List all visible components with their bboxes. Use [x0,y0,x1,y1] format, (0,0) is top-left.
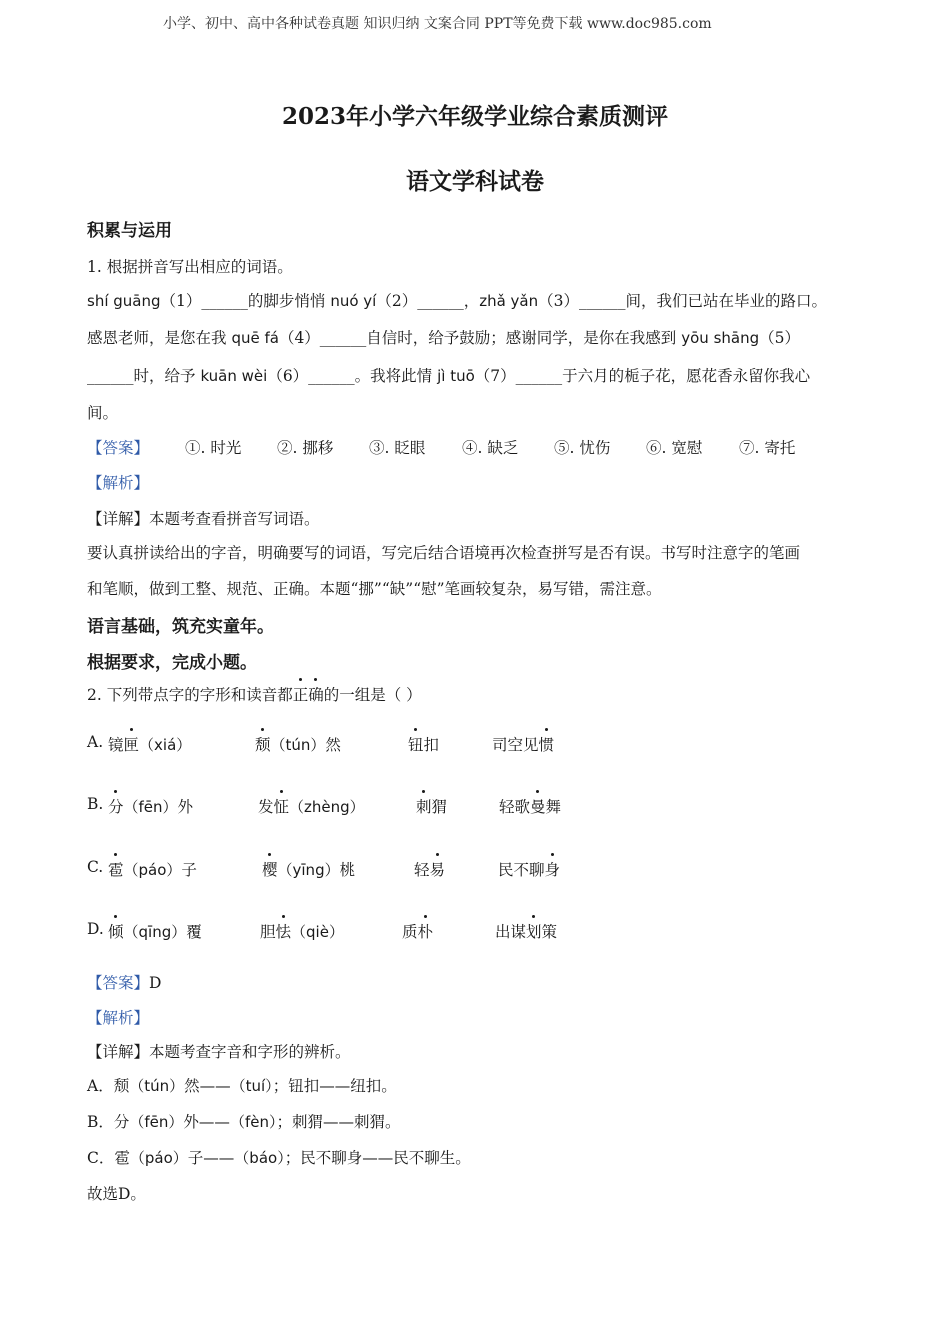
explain-text: 子—— [187,1149,235,1167]
pinyin: （fèn） [229,1113,277,1131]
char: 民不聊 [498,861,545,879]
option-word [258,795,365,817]
q2-text: 的一组是（ ） [323,686,422,704]
char: 舞 [545,798,562,816]
option-c[interactable] [87,858,647,884]
q1-explanation-line2: 和笔顺，做到工整、规范、正确。本题“挪”“缺”“慰”笔画较复杂，易写错，需注意。 [87,580,662,598]
option-label: B. [87,795,104,813]
dotted-char: 易 [430,858,446,880]
char: 外 [177,798,194,816]
q1-text: （4）______自信时，给予鼓励；感谢同学，是你在我感到 [278,329,682,347]
explain-text: ；钮扣——纽扣。 [272,1077,397,1095]
option-word [408,733,439,755]
char: 镜 [108,736,124,754]
pinyin: （yīng） [277,861,340,879]
option-word [108,920,202,942]
pinyin: （qīng） [123,923,187,941]
answer-item: ⑤. 忧伤 [554,439,611,457]
option-word [414,858,445,880]
dotted-char: 正 [293,683,309,705]
char: 策 [541,923,558,941]
page-subtitle: 语文学科试卷 [406,168,544,195]
pinyin: zhǎ yǎn [479,292,539,310]
char: 胆 [260,923,276,941]
q1-text: （3）______间，我们已站在毕业的路口。 [538,292,827,310]
q1-text: （5） [759,329,800,347]
site-header[interactable]: 小学、初中、高中各种试卷真题 知识归纳 文案合同 PPT等免费下载 www.doc985.com [163,16,712,32]
dotted-char: 惯 [539,733,555,755]
answer-item: ⑦. 寄托 [739,439,796,457]
dotted-char: 匣 [124,733,140,755]
pinyin: yōu shāng [681,329,760,347]
q2-text: 2. 下列带点字的字形和读音都 [87,686,293,704]
dotted-char: 怯 [276,920,292,942]
page-title: 2023年小学六年级学业综合素质测评 [281,103,668,130]
pinyin: （qiè） [291,923,344,941]
dotted-char: 确 [308,683,324,705]
pinyin: （tuí） [230,1077,273,1095]
dotted-char: 雹 [108,858,124,880]
explain-text: A．颓 [87,1077,130,1095]
q1-explanation-line1: 要认真拼读给出的字音，明确要写的词语，写完后结合语境再次检查拼写是否有误。书写时注意字的笔画 [87,544,801,562]
q1-line4: 间。 [87,404,119,422]
char: 轻歌 [499,798,531,816]
pinyin: quē fá [231,329,279,347]
dotted-char: 倾 [108,920,124,942]
answer-label: 【答案】 [87,974,150,992]
answer-item: ⑥. 宽慰 [646,439,703,457]
pinyin: （páo） [129,1149,188,1167]
pinyin: （tún） [270,736,326,754]
pinyin: jì tuō [437,367,475,385]
option-a[interactable] [87,733,647,759]
dotted-char: 钮 [408,733,424,755]
char: 轻 [414,861,430,879]
option-word [495,920,557,942]
dotted-char: 樱 [262,858,278,880]
char: 覆 [186,923,202,941]
pinyin: （fēn） [129,1113,184,1131]
char: 发 [258,798,274,816]
option-word [108,858,197,880]
pinyin: （páo） [123,861,182,879]
char: 扣 [423,736,440,754]
q1-line2 [87,326,800,348]
option-word [108,733,191,755]
explain-text: 外—— [183,1113,230,1131]
dotted-char: 怔 [274,795,290,817]
option-word [416,795,447,817]
q1-text: 感恩老师，是您在我 [87,329,232,347]
answer-item: ②. 挪移 [277,439,334,457]
section-heading-instructions: 根据要求，完成小题。 [87,653,257,673]
option-word [108,795,193,817]
pinyin: （báo） [234,1149,285,1167]
answer-item: ④. 缺乏 [462,439,519,457]
answer-item: ①. 时光 [185,439,242,457]
q1-analysis-label: 【解析】 [87,474,150,492]
char: 桃 [339,861,356,879]
q1-line3 [87,364,810,386]
q2-explanation-c [87,1146,471,1168]
q2-explanation-a [87,1074,397,1096]
option-word [499,795,561,817]
section-heading-accumulation: 积累与运用 [87,221,172,241]
dotted-char: 朴 [418,920,434,942]
pinyin: shí guāng [87,292,161,310]
q2-analysis-label: 【解析】 [87,1009,150,1027]
dotted-char: 曼 [530,795,546,817]
option-word [498,858,560,880]
q1-text: ______时，给予 [87,367,201,385]
option-b[interactable] [87,795,647,821]
section-heading-language-basics: 语言基础，筑充实童年。 [87,617,274,637]
q2-detail: 【详解】本题考查字音和字形的辨析。 [87,1043,351,1061]
pinyin: （tún） [129,1077,185,1095]
q1-prompt: 1. 根据拼音写出相应的词语。 [87,258,293,276]
option-word [262,858,355,880]
q1-text: （7）______于六月的栀子花，愿花香永留你我心 [474,367,811,385]
dotted-char: 划 [526,920,542,942]
pinyin: kuān wèi [200,367,268,385]
q2-answer-row [87,971,161,993]
q1-text: （2）______， [376,292,480,310]
char: 出谋 [495,923,527,941]
option-label: D. [87,920,104,938]
char: 猬 [431,798,448,816]
q2-conclusion: 故选D。 [87,1185,146,1203]
option-word [492,733,554,755]
q1-line1 [87,289,827,311]
pinyin: （zhèng） [289,798,365,816]
explain-text: C．雹 [87,1149,130,1167]
explain-text: 然—— [184,1077,231,1095]
dotted-char: 身 [545,858,561,880]
option-label: A. [87,733,104,751]
q2-prompt [87,683,422,705]
option-label: C. [87,858,104,876]
answer-item: ③. 眨眼 [369,439,426,457]
option-word [260,920,344,942]
q1-text: （1）______的脚步悄悄 [160,292,331,310]
option-word [255,733,341,755]
q1-detail: 【详解】本题考查看拼音写词语。 [87,510,320,528]
dotted-char: 分 [108,795,124,817]
q1-text: （6）______。我将此情 [267,367,438,385]
explain-text: ；刺猬——刺猬。 [276,1113,401,1131]
pinyin: （fēn） [123,798,178,816]
option-word [402,920,433,942]
dotted-char: 刺 [416,795,432,817]
pinyin: （xiá） [139,736,192,754]
answer-value: D [149,974,162,992]
pinyin: nuó yí [330,292,377,310]
q2-explanation-b [87,1110,400,1132]
char: 司空见 [492,736,539,754]
char: 子 [181,861,197,879]
answer-label: 【答案】 [87,439,150,457]
option-d[interactable] [87,920,647,946]
explain-text: B．分 [87,1113,130,1131]
explain-text: ；民不聊身——民不聊生。 [284,1149,471,1167]
char: 质 [402,923,418,941]
dotted-char: 颓 [255,733,271,755]
char: 然 [325,736,341,754]
q1-answer-row [87,436,847,458]
